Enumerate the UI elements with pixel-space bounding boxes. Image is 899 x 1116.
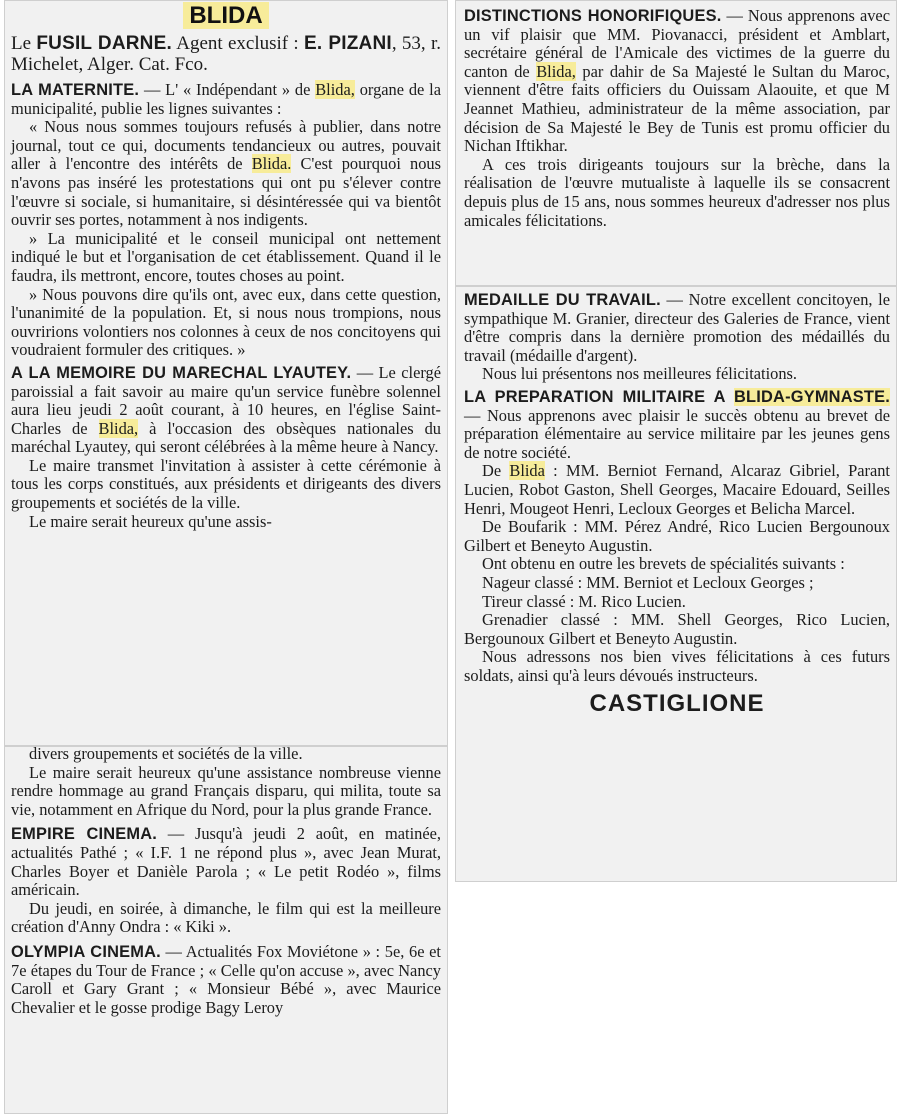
medaille-heading: MEDAILLE DU TRAVAIL. — [464, 291, 661, 309]
preparation-paragraph: Grenadier classé : MM. Shell Georges, Rico Lucien, Bergounoux Gilbert et Beneyto Augustin. — [464, 610, 890, 648]
blida-highlight: Blida. — [251, 154, 292, 174]
ad-brand: FUSIL DARNE. — [36, 33, 172, 54]
blida-highlight: Blida, — [98, 418, 139, 438]
lyautey-paragraph — [11, 364, 441, 457]
empire-heading: EMPIRE CINEMA. — [11, 825, 158, 844]
article-text: : MM. Berniot Fernand, Alcaraz Gibriel, Parant Lucien, Robot Gaston, Shell Georges, Macaire Edouard, Seilles Henri, Mougeot Henri, Lecloux Georges et Belicha Marcel. — [464, 461, 890, 518]
lyautey-paragraph: Le maire transmet l'invitation à assister à cette cérémonie à tous les corps constitués, aux présidents et dirigeants des divers groupements et sociétés de la ville. — [11, 455, 441, 513]
maternite-heading: LA MATERNITE. — [11, 81, 140, 99]
olympia-paragraph — [11, 943, 441, 1017]
preparation-paragraph: Nageur classé : MM. Berniot et Lecloux Georges ; — [482, 572, 814, 592]
olympia-heading: OLYMPIA CINEMA. — [11, 942, 161, 961]
preparation-paragraph — [464, 462, 890, 518]
distinctions-paragraph — [464, 7, 890, 156]
article-text: à l'occasion des obsèques nationales du maréchal Lyautey, qui seront célébrées à la même heure à Nancy. — [11, 418, 441, 457]
article-text: « Nous nous sommes toujours refusés à publier, dans notre journal, tout ce qui, documents tendancieux ou autres, pouvait aller à l'encontre des intérêts de — [11, 117, 441, 174]
lyautey-heading: A LA MEMOIRE DU MARECHAL LYAUTEY. — [11, 363, 352, 382]
next-section-heading: CASTIGLIONE — [589, 690, 765, 718]
medaille-paragraph: Nous lui présentons nos meilleures félicitations. — [482, 364, 798, 384]
blida-highlight: Blida, — [315, 80, 355, 99]
ad-agent: E. PIZANI — [304, 33, 392, 54]
blida-highlight: Blida — [509, 461, 545, 481]
preparation-paragraph: Ont obtenu en outre les brevets de spécialités suivants : — [482, 554, 845, 574]
empire-paragraph — [11, 825, 441, 899]
lyautey-paragraph: Le maire serait heureux qu'une assistance nombreuse vienne rendre hommage au grand Français disparu, qui milita, toute sa vie, notamment en Afrique du Nord, pour la plus grande France. — [11, 762, 441, 819]
page-title-text: BLIDA — [183, 2, 268, 29]
article-text: — Actualités Fox Moviétone » : 5e, 6e et 7e étapes du Tour de France ; « Celle qu'on accuse », avec Nancy Caroll et Gary Grant ; « Monsieur Bébé », avec Maurice Chevalier et le gosse prodige Bagy Leroy — [11, 941, 441, 1017]
maternite-paragraph — [11, 118, 441, 230]
maternite-paragraph: » Nous pouvons dire qu'ils ont, avec eux, dans cette question, l'unanimité de la population. Et, si nous nous trompions, nous ouvririons volontiers nos colonnes à ceux de nos concitoyens qui voudraient formuler des critiques. » — [11, 284, 441, 360]
article-text: — Nous apprenons avec un vif plaisir que MM. Piovanacci, président et Amblart, secrétaire général de l'Amicale des victimes de la guerre du canton de — [464, 6, 890, 81]
maternite-paragraph: » La municipalité et le conseil municipal ont nettement indiqué le but et l'organisation de cet établissement. Quand il le faudra, ils mettront, encore, toutes choses au point. — [11, 228, 441, 285]
article-text: — Jusqu'à jeudi 2 août, en matinée, actualités Pathé ; « I.F. 1 ne répond plus », avec Jean Murat, Charles Boyer et Danièle Parola ; « Le petit Rodéo », films américain. — [11, 824, 441, 900]
fusil-darne-ad — [11, 33, 441, 75]
lyautey-paragraph: divers groupements et sociétés de la ville. — [29, 746, 303, 763]
article-text: — Nous apprenons avec plaisir le succès obtenu au brevet de préparation élémentaire au service militaire par les jeunes gens de notre société. — [464, 405, 890, 462]
ad-text: Agent exclusif : — [171, 33, 304, 54]
preparation-paragraph: Tireur classé : M. Rico Lucien. — [482, 591, 686, 611]
preparation-paragraph — [464, 388, 890, 462]
preparation-paragraph: De Boufarik : MM. Pérez André, Rico Lucien Bergounoux Gilbert et Beneyto Augustin. — [464, 517, 890, 555]
clip-right-top — [455, 0, 897, 286]
article-text: De — [482, 461, 510, 481]
clip-left-top — [4, 0, 448, 746]
blida-gymnaste-highlight: BLIDA-GYMNASTE. — [734, 387, 890, 406]
clip-left-bottom — [4, 746, 448, 1114]
empire-paragraph: Du jeudi, en soirée, à dimanche, le film qui est la meilleure création d'Anny Ondra : « Kiki ». — [11, 898, 441, 937]
article-text: — Le clergé paroissial a fait savoir au maire qu'un service funèbre solennel aura lieu jeudi 2 août courant, à 10 heures, en l'église Saint-Charles de — [11, 362, 441, 438]
blida-highlight: Blida, — [536, 61, 576, 81]
clip-right-bottom — [455, 286, 897, 882]
article-text: C'est pourquoi nous n'avons pas inséré les protestations qui ont pu s'élever contre l'œuvre si sociale, si humanitaire, si désintéressée qui va bientôt ouvrir ses portes, notamment à nos indigents. — [11, 154, 441, 230]
article-text: organe de la municipalité, publie les lignes suivantes : — [11, 80, 441, 118]
ad-text: Le — [11, 33, 37, 54]
distinctions-paragraph: A ces trois dirigeants toujours sur la brèche, dans la réalisation de l'œuvre mutualiste à laquelle ils se consacrent depuis plus de 15 ans, nous sommes heureux d'adresser nos plus amicales félicitations. — [464, 154, 890, 230]
distinctions-heading: DISTINCTIONS HONORIFIQUES. — [464, 7, 722, 25]
article-text: par dahir de Sa Majesté le Sultan du Maroc, viennent d'être faits officiers du Ouissam Alaouite, et que M Jeannet Mathieu, administrateur de la même association, par décision de Sa Majesté le Bey de Tunis est promu officier du Nichan Iftikhar. — [464, 61, 890, 156]
article-text: — Notre excellent concitoyen, le sympathique M. Granier, directeur des Galeries de France, vient d'être compris dans la dernière promotion des médaillés du travail (médaille d'argent). — [464, 290, 890, 365]
article-text: — L' « Indépendant » de — [139, 80, 316, 99]
preparation-heading: LA PREPARATION MILITAIRE A — [464, 387, 735, 406]
medaille-paragraph — [464, 291, 890, 365]
page-title — [11, 3, 441, 29]
ad-text: , 53, r. Michelet, Alger. Cat. Fco. — [11, 33, 442, 75]
lyautey-paragraph: Le maire serait heureux qu'une assis- — [29, 511, 272, 531]
preparation-paragraph: Nous adressons nos bien vives félicitations à ces futurs soldats, ainsi qu'à leurs dévoués instructeurs. — [464, 647, 890, 685]
maternite-paragraph — [11, 81, 441, 118]
